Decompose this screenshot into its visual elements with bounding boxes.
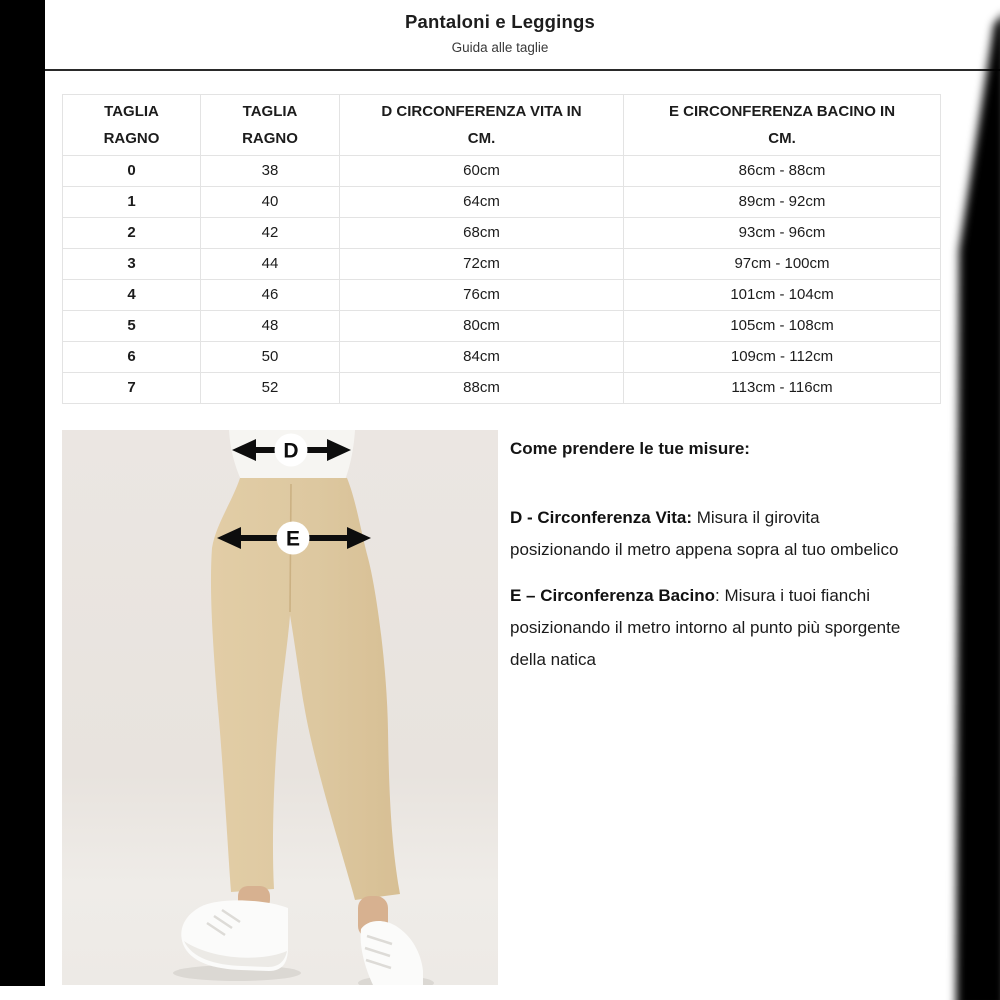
table-cell: 5 — [63, 311, 201, 342]
measure-instructions — [510, 438, 910, 676]
table-cell: 0 — [63, 156, 201, 187]
table-cell: 1 — [63, 187, 201, 218]
table-cell: 60cm — [340, 156, 624, 187]
table-cell: 6 — [63, 342, 201, 373]
table-cell: 84cm — [340, 342, 624, 373]
instruction-hips-text: : Misura i tuoi fianchi posizionando il metro intorno al punto più sporgente della natica — [510, 586, 901, 669]
instructions-heading: Come prendere le tue misure: — [510, 439, 750, 458]
page-curl-shadow-left — [0, 0, 45, 986]
table-cell: 48 — [201, 311, 340, 342]
page-title: Pantaloni e Leggings — [404, 11, 596, 32]
page-header — [0, 0, 1000, 71]
size-table — [62, 94, 941, 404]
instruction-waist-label: D - Circonferenza Vita: — [510, 508, 693, 527]
table-cell: 113cm - 116cm — [624, 373, 941, 404]
marker-e-label: E — [285, 527, 301, 551]
table-row — [63, 249, 941, 280]
page-curl-shadow-right — [920, 0, 1000, 1000]
table-row — [63, 156, 941, 187]
table-cell: 42 — [201, 218, 340, 249]
instruction-waist — [510, 502, 910, 566]
marker-d-label: D — [283, 439, 299, 463]
table-cell: 76cm — [340, 280, 624, 311]
table-cell: 80cm — [340, 311, 624, 342]
table-cell: 72cm — [340, 249, 624, 280]
table-cell: 86cm - 88cm — [624, 156, 941, 187]
table-cell: 105cm - 108cm — [624, 311, 941, 342]
table-row — [63, 218, 941, 249]
table-cell: 97cm - 100cm — [624, 249, 941, 280]
table-cell: 64cm — [340, 187, 624, 218]
table-cell: 46 — [201, 280, 340, 311]
table-row — [63, 311, 941, 342]
table-row — [63, 187, 941, 218]
table-cell: 40 — [201, 187, 340, 218]
page-subtitle: Guida alle taglie — [451, 40, 549, 55]
pants-photo-illustration — [62, 430, 498, 985]
table-row — [63, 342, 941, 373]
table-header-row — [63, 95, 941, 156]
pants-measurement-photo — [62, 430, 498, 985]
table-cell: 7 — [63, 373, 201, 404]
table-cell: 38 — [201, 156, 340, 187]
table-cell: 52 — [201, 373, 340, 404]
table-cell: 50 — [201, 342, 340, 373]
table-row — [63, 280, 941, 311]
table-row — [63, 373, 941, 404]
column-header-vita: D CIRCONFERENZA VITA IN CM. — [340, 95, 624, 156]
column-header-taglia-2: TAGLIA RAGNO — [201, 95, 340, 156]
table-cell: 3 — [63, 249, 201, 280]
column-header-bacino: E CIRCONFERENZA BACINO IN CM. — [624, 95, 941, 156]
table-cell: 101cm - 104cm — [624, 280, 941, 311]
instruction-hips-label: E – Circonferenza Bacino — [510, 586, 716, 605]
table-cell: 44 — [201, 249, 340, 280]
table-cell: 4 — [63, 280, 201, 311]
column-header-taglia-1: TAGLIA RAGNO — [63, 95, 201, 156]
table-cell: 89cm - 92cm — [624, 187, 941, 218]
table-cell: 109cm - 112cm — [624, 342, 941, 373]
table-cell: 68cm — [340, 218, 624, 249]
table-cell: 88cm — [340, 373, 624, 404]
instruction-waist-text: Misura il girovita posizionando il metro appena sopra al tuo ombelico — [510, 508, 899, 559]
instruction-hips — [510, 580, 910, 676]
table-cell: 2 — [63, 218, 201, 249]
table-cell: 93cm - 96cm — [624, 218, 941, 249]
